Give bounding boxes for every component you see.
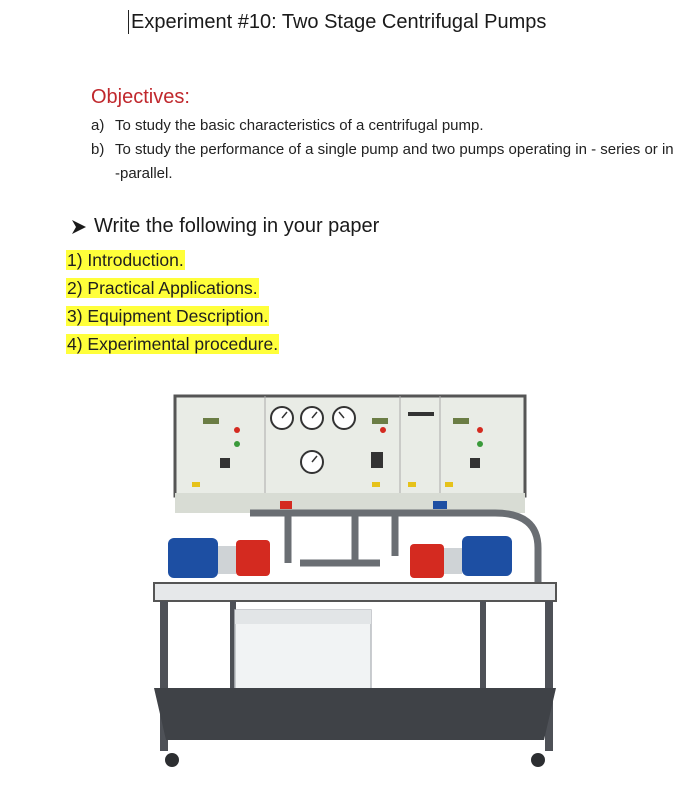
objective-marker: b) xyxy=(91,141,105,158)
objective-item xyxy=(91,138,681,186)
objective-text: To study the performance of a single pump and two pumps operating in - series or in -parallel. xyxy=(115,141,674,182)
task-item-procedure: 4) Experimental procedure. xyxy=(67,334,279,354)
document-title: Experiment #10: Two Stage Centrifugal Pumps xyxy=(128,10,546,34)
task-item-applications: 2) Practical Applications. xyxy=(67,278,258,298)
pump-test-rig-image xyxy=(140,388,570,773)
objective-marker: a) xyxy=(91,117,105,134)
objective-text: To study the basic characteristics of a centrifugal pump. xyxy=(115,117,484,134)
task-heading: Write the following in your paper xyxy=(94,215,380,237)
objectives-heading: Objectives: xyxy=(91,86,190,108)
task-list xyxy=(66,246,279,358)
arrow-bullet-icon xyxy=(70,218,88,236)
task-item-equipment: 3) Equipment Description. xyxy=(67,306,269,326)
task-item-introduction: 1) Introduction. xyxy=(67,250,184,270)
objectives-list xyxy=(91,114,681,186)
objective-item xyxy=(91,114,681,138)
task-heading-row xyxy=(70,215,379,238)
